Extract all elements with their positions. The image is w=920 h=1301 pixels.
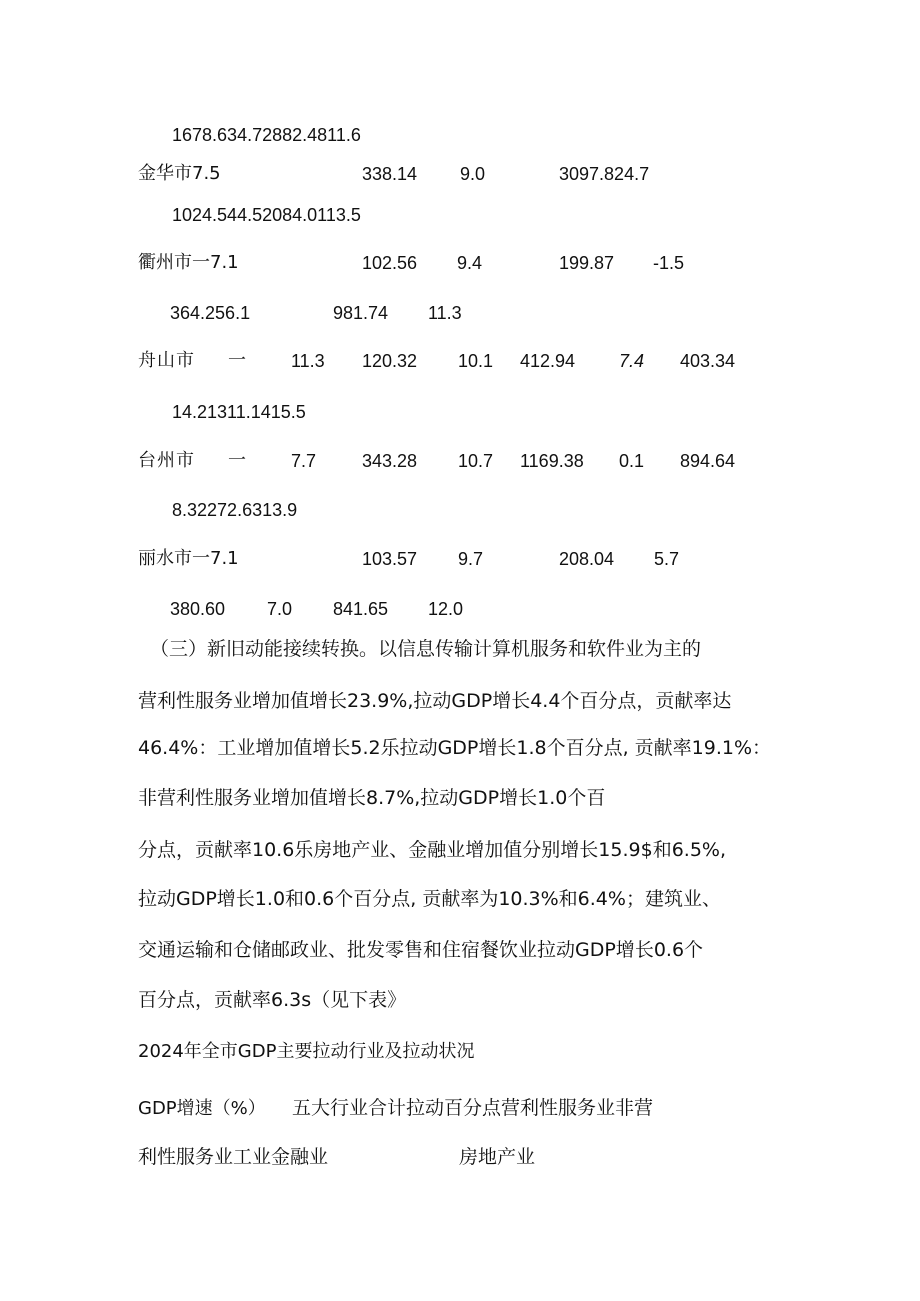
header-cell: 五大行业合计拉动百分点营利性服务业非营 xyxy=(292,1097,654,1119)
table-cell: 14.21311.1415.5 xyxy=(172,402,306,422)
table-cell: 8.32272.6313.9 xyxy=(172,500,298,520)
table-cell: 894.64 xyxy=(680,451,736,471)
paragraph-line: （三）新旧动能接续转换。以信息传输计算机服务和软件业为主的 xyxy=(150,638,702,660)
paragraph-line: 非营利性服务业增加值增长8.7%,拉动GDP增长1.0个百 xyxy=(138,787,606,809)
table-cell: 0.1 xyxy=(619,451,645,471)
table-cell: 9.0 xyxy=(460,164,486,184)
table-cell: 3097.824.7 xyxy=(559,164,650,184)
table-cell: 10.7 xyxy=(458,451,494,471)
table-cell: 1678.634.72882.4811.6 xyxy=(172,125,361,145)
table-cell: 一 xyxy=(228,350,246,371)
table-cell: 舟山市 xyxy=(138,350,195,371)
table-cell: 338.14 xyxy=(362,164,418,184)
table-cell: 7.4 xyxy=(619,351,645,371)
table-cell: 12.0 xyxy=(428,599,464,619)
table-cell: 台州市 xyxy=(138,450,195,471)
paragraph-line: 46.4%：工业增加值增长5.2乐拉动GDP增长1.8个百分点, 贡献率19.1%： xyxy=(138,737,772,759)
paragraph-line: 交通运输和仓储邮政业、批发零售和住宿餐饮业拉动GDP增长0.6个 xyxy=(138,939,704,961)
table-cell: 841.65 xyxy=(333,599,389,619)
table-cell: 衢州市一7.1 xyxy=(138,252,239,273)
table-cell: 金华市7.5 xyxy=(138,163,221,184)
table-cell: 丽水市一7.1 xyxy=(138,548,239,569)
table-cell: 412.94 xyxy=(520,351,576,371)
table-cell: 364.256.1 xyxy=(170,303,251,323)
paragraph-line: 拉动GDP增长1.0和0.6个百分点, 贡献率为10.3%和6.4%；建筑业、 xyxy=(138,888,721,910)
table-cell: 7.7 xyxy=(291,451,317,471)
header-cell: 房地产业 xyxy=(459,1146,536,1168)
table-cell: 9.4 xyxy=(457,253,483,273)
paragraph-line: 百分点，贡献率6.3s（见下表》 xyxy=(138,989,407,1011)
table-cell: 120.32 xyxy=(362,351,418,371)
table-cell: 102.56 xyxy=(362,253,418,273)
table-cell: 11.3 xyxy=(428,303,462,323)
table-cell: 103.57 xyxy=(362,549,418,569)
table-cell: 208.04 xyxy=(559,549,615,569)
table-cell: 1169.38 xyxy=(520,451,584,471)
table-cell: 9.7 xyxy=(458,549,484,569)
table-cell: 5.7 xyxy=(654,549,680,569)
table-cell: -1.5 xyxy=(653,253,685,273)
paragraph-line: 营利性服务业增加值增长23.9%,拉动GDP增长4.4个百分点，贡献率达 xyxy=(138,690,732,712)
table-cell: 380.60 xyxy=(170,599,226,619)
paragraph-line: 分点，贡献率10.6乐房地产业、金融业增加值分别增长15.9$和6.5%, xyxy=(138,839,727,861)
table-cell: 1024.544.52084.0113.5 xyxy=(172,205,361,225)
table-cell: 10.1 xyxy=(458,351,494,371)
header-cell: GDP增速（%） xyxy=(138,1098,266,1119)
table-cell: 981.74 xyxy=(333,303,389,323)
table-cell: 11.3 xyxy=(291,351,325,371)
header-cell: 利性服务业工业金融业 xyxy=(138,1146,329,1168)
table-cell: 7.0 xyxy=(267,599,293,619)
table-cell: 199.87 xyxy=(559,253,615,273)
table-cell: 343.28 xyxy=(362,451,418,471)
table-cell: 一 xyxy=(228,450,246,471)
table-title: 2024年全市GDP主要拉动行业及拉动状况 xyxy=(138,1041,475,1062)
table-cell: 403.34 xyxy=(680,351,736,371)
